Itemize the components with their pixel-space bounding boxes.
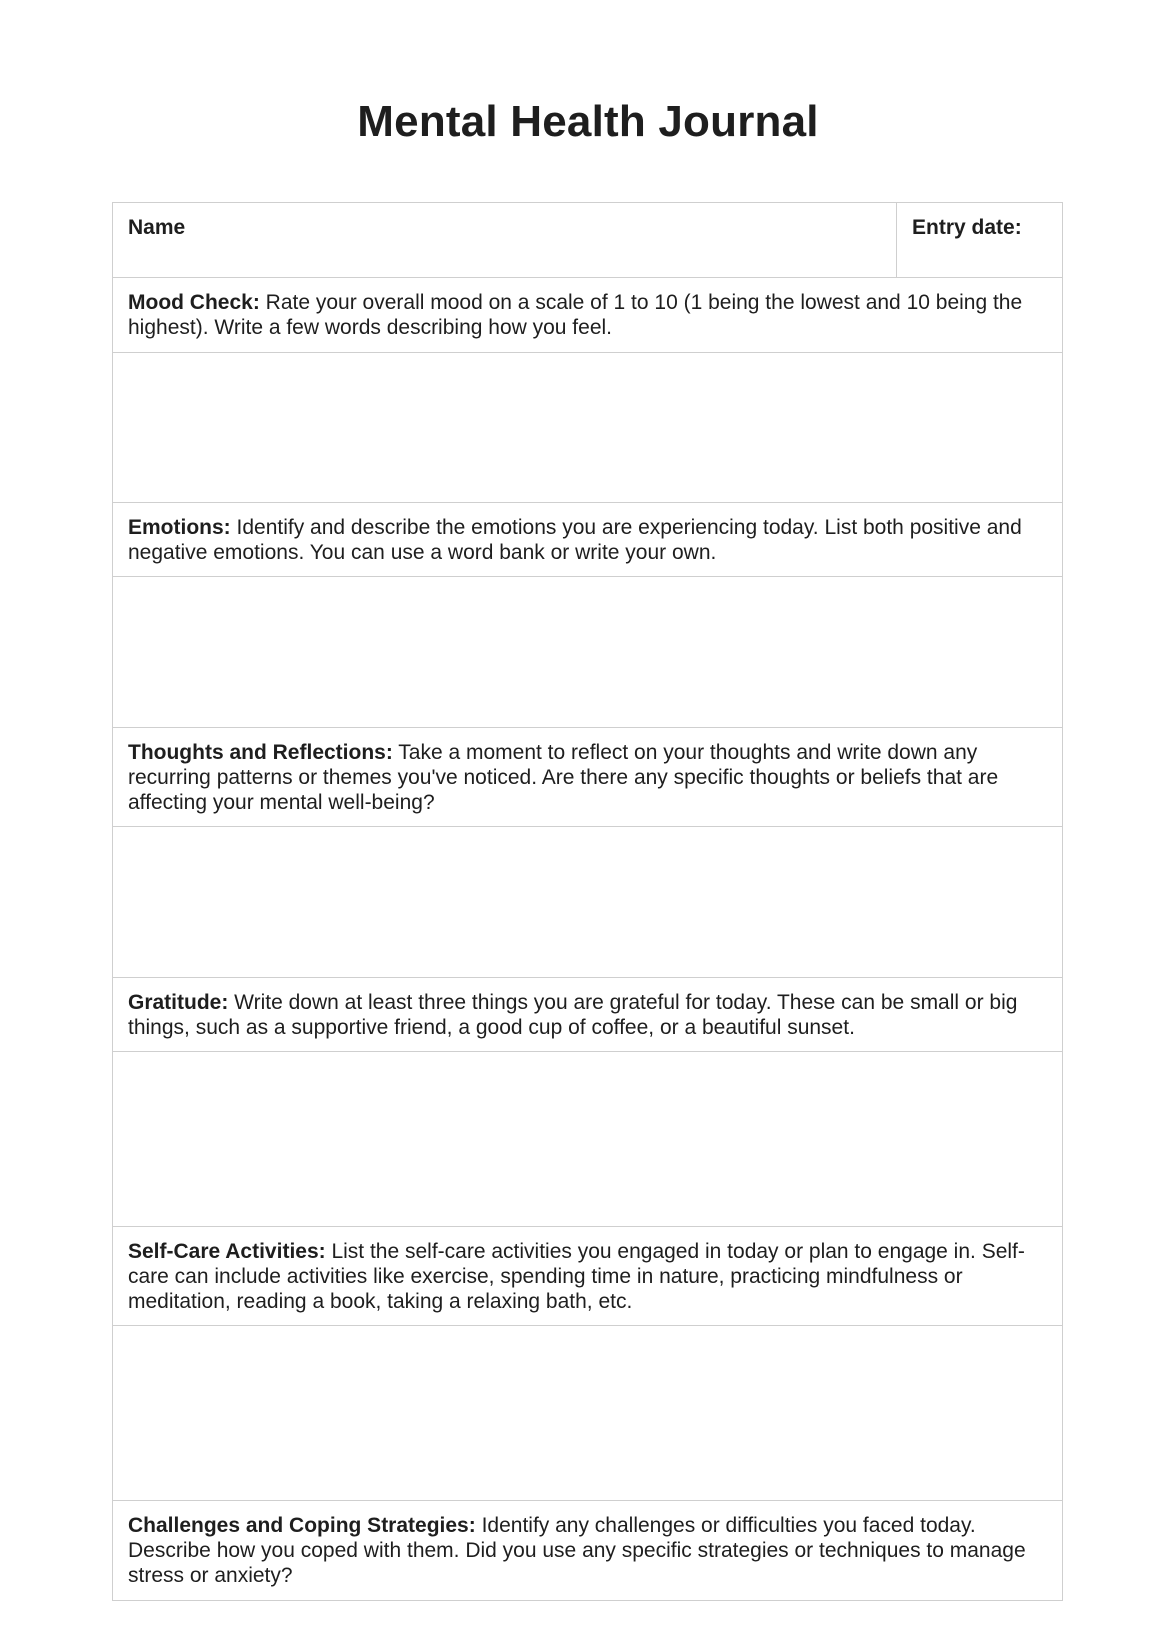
thoughts-heading: Thoughts and Reflections: [128,741,393,764]
emotions-heading: Emotions: [128,516,231,539]
journal-form [112,202,1063,1601]
mood-check-heading: Mood Check: [128,291,260,314]
gratitude-answer-area[interactable] [113,1052,1062,1227]
mood-check-text: Rate your overall mood on a scale of 1 to 10 (1 being the lowest and 10 being the highest). Write a few words describing how you feel. [128,291,1023,339]
thoughts-prompt [113,728,1062,827]
emotions-text: Identify and describe the emotions you are experiencing today. List both positive and negative emotions. You can use a word bank or write your own. [128,516,1022,564]
challenges-prompt [113,1501,1062,1600]
header-row [113,203,1062,278]
self-care-heading: Self-Care Activities: [128,1240,326,1263]
self-care-text: List the self-care activities you engaged in today or plan to engage in. Self-care can include activities like exercise, spending time in nature, practicing mindfulness or meditation, reading a book, taking a relaxing bath, etc. [128,1240,1025,1313]
name-field[interactable] [113,203,897,277]
mood-check-answer-area[interactable] [113,353,1062,503]
name-label: Name [128,216,186,239]
self-care-answer-area[interactable] [113,1326,1062,1501]
emotions-prompt [113,503,1062,577]
entry-date-label: Entry date: [912,216,1022,239]
gratitude-text: Write down at least three things you are grateful for today. These can be small or big things, such as a supportive friend, a good cup of coffee, or a beautiful sunset. [128,991,1018,1039]
challenges-text: Identify any challenges or difficulties you faced today. Describe how you coped with them. Did you use any specific strategies or techniques to manage stress or anxiety? [128,1514,1026,1587]
challenges-heading: Challenges and Coping Strategies: [128,1514,476,1537]
gratitude-heading: Gratitude: [128,991,229,1014]
entry-date-field[interactable] [897,203,1062,277]
page-title: Mental Health Journal [357,97,819,146]
thoughts-text: Take a moment to reflect on your thoughts and write down any recurring patterns or themes you've noticed. Are there any specific thoughts or beliefs that are affecting your mental well-being? [128,741,999,814]
self-care-prompt [113,1227,1062,1326]
thoughts-answer-area[interactable] [113,827,1062,978]
mood-check-prompt [113,278,1062,353]
gratitude-prompt [113,978,1062,1052]
emotions-answer-area[interactable] [113,577,1062,728]
